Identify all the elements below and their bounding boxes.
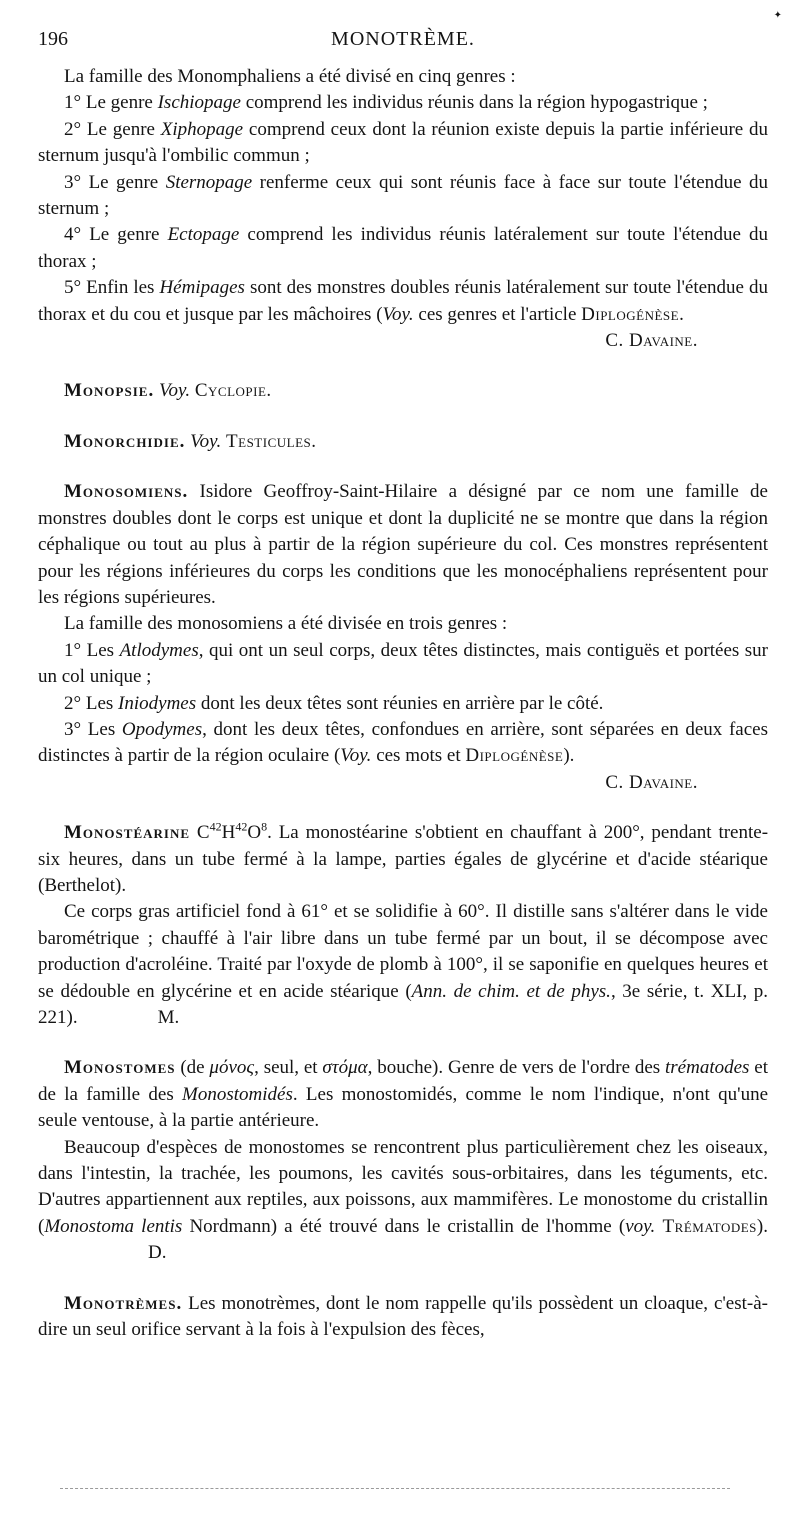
entry-monotremes: Monotrèmes. Les monotrèmes, dont le nom rappelle qu'ils possèdent un cloaque, c'est-à-dire un seul orifice servant à la fois à l'expulsion des fèces, xyxy=(38,1292,769,1341)
paragraph: Beaucoup d'espèces de monostomes se rencontrent plus particulièrement chez les oiseaux, dans l'intestin, la trachée, les poumons, les cavités sous-orbitaires, dans les téguments, etc. D'autres appartiennent aux reptiles, aux poissons, aux mammifères. Le monostome du cristallin (Monostoma lentis Nordmann) a été trouvé dans le cristallin de l'homme (voy. Trématodes).D. xyxy=(38,1136,768,1264)
page-number: 196 xyxy=(38,28,68,50)
monomphaliens-intro: La famille des Monomphaliens a été divisé en cinq genres : xyxy=(64,66,516,87)
chemical-formula: $C^{42}H^{42}O^8$. xyxy=(196,819,272,844)
genre-item: 1° Les Atlodymes, qui ont un seul corps, deux têtes distinctes, mais contiguës et portées sur un col unique ; xyxy=(38,639,769,688)
author-signature: C. Davaine. xyxy=(605,330,698,352)
paragraph: La famille des monosomiens a été divisée en trois genres : xyxy=(64,613,508,635)
cross-reference: Testicules. xyxy=(226,430,317,452)
headword: Monorchidie. xyxy=(64,430,186,452)
corner-mark: ✦ xyxy=(773,10,782,21)
paragraph: Ce corps gras artificiel fond à 61° et se solidifie à 60°. Il distille sans s'altérer dans le vide barométrique ; chauffé à l'air libre dans un tube fermé par un bout, il se décompose avec production d'acroléine. Traité par l'oxyde de plomb à 100°, il se saponifie en quelques heures et se dédouble en glycérine et en acide stéarique (Ann. de chim. et de phys., 3e série, t. XLI, p. 221). M. xyxy=(38,901,769,1028)
entry-monosomiens: Monosomiens. Isidore Geoffroy-Saint-Hilaire a désigné par ce nom une famille de monstres doubles dont le corps est unique et dont la duplicité ne se montre que dans la région céphalique ou tout au plus à partir de la région supérieure du col. Ces monstres représentent pour les régions inférieures du corps les conditions que les monocéphaliens représentent pour les régions supérieures. xyxy=(38,481,768,608)
genre-item: 2° Les Iniodymes dont les deux têtes sont réunies en arrière par le côté. xyxy=(64,692,604,714)
cross-reference: Trématodes xyxy=(655,1215,757,1237)
headword: Monotrèmes. xyxy=(64,1292,183,1314)
genre-item: 5° Enfin les Hémipages sont des monstres doubles réunis latéralement sur toute l'étendue du thorax et du cou et jusque par les mâchoires (Voy. ces genres et l'article Diplogénèse. xyxy=(38,277,768,325)
author-signature: M. xyxy=(157,1007,180,1028)
entry-monostomes: Monostomes (de μόνος, seul, et στόμα, bouche). Genre de vers de l'ordre des trématodes et de la famille des Monostomidés. Les monostomidés, comme le nom l'indique, n'ont qu'une seule ventouse, à la partie antérieure. xyxy=(38,1057,768,1132)
entry-monopsie: Monopsie. Voy. Cyclopie. xyxy=(64,380,272,402)
entry-monorchidie: Monorchidie. Voy. Testicules. xyxy=(64,430,317,452)
article-body xyxy=(38,64,768,1343)
running-title: MONOTRÈME. xyxy=(331,28,475,50)
headword: Monopsie. xyxy=(64,380,155,402)
cross-reference: Diplogénèse xyxy=(465,745,564,767)
headword: Monostomes xyxy=(64,1057,176,1079)
headword: Monosomiens. xyxy=(64,481,189,503)
footer-rule xyxy=(60,1488,730,1489)
headword: Monostéarine xyxy=(64,822,191,844)
cross-reference: Cyclopie. xyxy=(194,380,272,402)
author-signature: C. Davaine. xyxy=(605,771,698,793)
genre-item: 2° Le genre Xiphopage comprend ceux dont la réunion existe depuis la partie inférieure du sternum jusqu'à l'ombilic commun ; xyxy=(38,118,769,167)
genre-item: 3° Le genre Sternopage renferme ceux qui sont réunis face à face sur toute l'étendue du sternum ; xyxy=(38,171,769,220)
genre-item: 4° Le genre Ectopage comprend les individus réunis latéralement sur toute l'étendue du thorax ; xyxy=(38,224,769,272)
genre-item: 3° Les Opodymes, dont les deux têtes, confondues en arrière, sont séparées en deux faces distinctes à partir de la région oculaire (Voy. ces mots et Diplogénèse). xyxy=(38,718,769,767)
author-signature: D. xyxy=(148,1242,167,1264)
genre-item: 1° Le genre Ischiopage comprend les individus réunis dans la région hypogastrique ; xyxy=(64,92,708,114)
cross-reference: Diplogénèse xyxy=(581,303,680,325)
running-header xyxy=(38,28,768,54)
entry-monostearine: Monostéarine $C^{42}H^{42}O^8$. La monostéarine s'obtient en chauffant à 200°, pendant trente-six heures, dans un tube fermé à la lampe, parties égales de glycérine et d'acide stéarique (Berthelot). xyxy=(38,819,769,896)
